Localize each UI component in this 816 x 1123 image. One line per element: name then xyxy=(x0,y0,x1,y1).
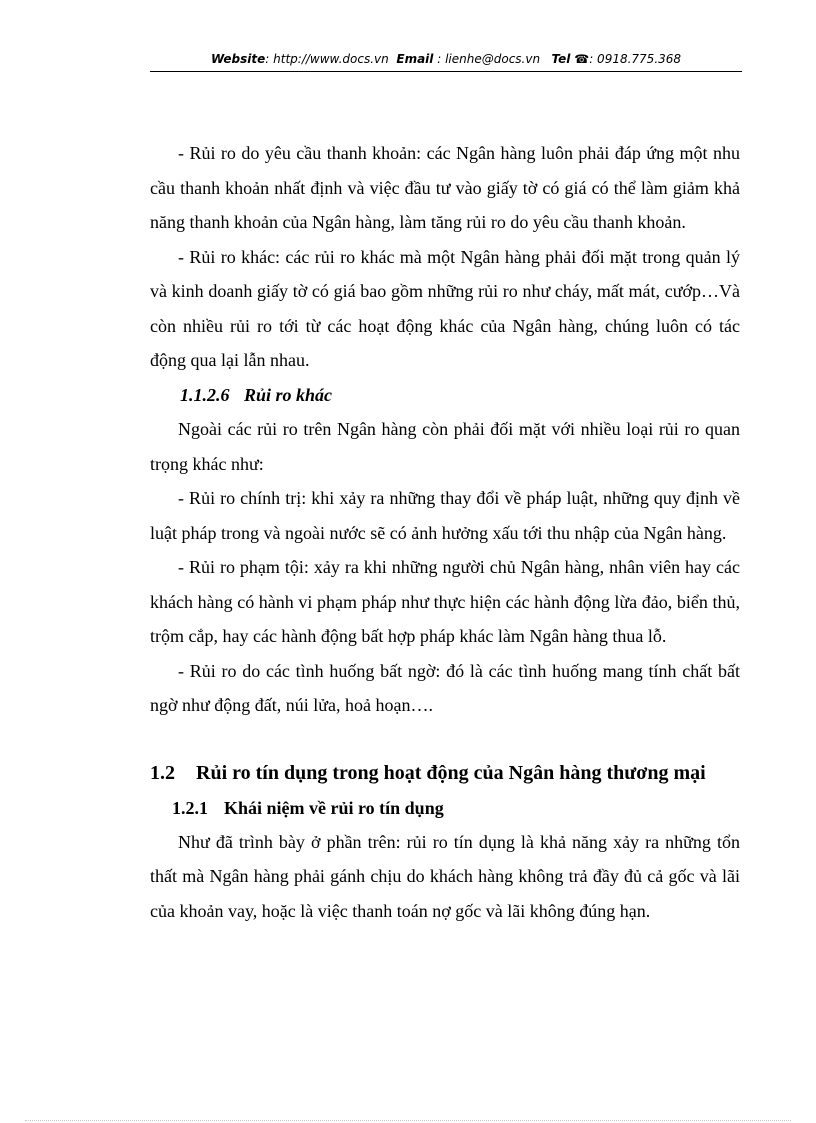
email-value: : lienhe@docs.vn xyxy=(437,52,541,66)
website-label: Website xyxy=(210,52,266,66)
header-divider xyxy=(150,71,742,72)
tel-value: : 0918.775.368 xyxy=(589,52,682,66)
subsection-title: Khái niệm về rủi ro tín dụng xyxy=(224,797,444,818)
page-header xyxy=(150,50,742,68)
chapter-number: 1.2 xyxy=(150,761,175,784)
phone-icon: ☎ xyxy=(574,52,590,66)
paragraph-unexpected-risk: - Rủi ro do các tình huống bất ngờ: đó là các tình huống mang tính chất bất ngờ như động đất, núi lửa, hoả hoạn…. xyxy=(150,660,740,715)
section-number: 1.1.2.6 xyxy=(180,384,230,405)
website-value: : http://www.docs.vn xyxy=(265,52,389,66)
subsection-number: 1.2.1 xyxy=(172,797,208,818)
paragraph-liquidity-risk: - Rủi ro do yêu cầu thanh khoản: các Ngân hàng luôn phải đáp ứng một nhu cầu thanh khoản nhất định và việc đầu tư vào giấy tờ có giá có thể làm giảm khả năng thanh khoản của Ngân hàng, làm tăng rủi ro do yêu cầu thanh khoản. xyxy=(150,143,740,232)
section-heading-1-1-2-6 xyxy=(150,378,740,413)
document-body xyxy=(150,136,740,928)
paragraph-crime-risk: - Rủi ro phạm tội: xảy ra khi những người chủ Ngân hàng, nhân viên hay các khách hàng có hành vi phạm pháp như thực hiện các hành động lừa đảo, biển thủ, trộm cắp, hay các hành động bất hợp pháp khác làm Ngân hàng thua lỗ. xyxy=(150,557,740,646)
email-label: Email xyxy=(396,52,434,66)
paragraph-other-risk: - Rủi ro khác: các rủi ro khác mà một Ngân hàng phải đối mặt trong quản lý và kinh doanh giấy tờ có giá bao gồm những rủi ro như cháy, mất mát, cướp…Và còn nhiều rủi ro tới từ các hoạt động khác của Ngân hàng, chúng luôn có tác động qua lại lẫn nhau. xyxy=(150,246,740,370)
paragraph-intro-other-risks: Ngoài các rủi ro trên Ngân hàng còn phải đối mặt với nhiều loại rủi ro quan trọng khác như: xyxy=(150,419,740,474)
chapter-heading-1-2 xyxy=(150,755,740,791)
paragraph-credit-risk-definition: Như đã trình bày ở phần trên: rủi ro tín dụng là khả năng xảy ra những tổn thất mà Ngân hàng phải gánh chịu do khách hàng không trả đầy đủ cả gốc và lãi của khoản vay, hoặc là việc thanh toán nợ gốc và lãi không đúng hạn. xyxy=(150,831,740,921)
section-title: Rủi ro khác xyxy=(244,384,333,405)
section-heading-1-2-1 xyxy=(150,791,740,825)
tel-label: Tel xyxy=(551,52,571,66)
chapter-title: Rủi ro tín dụng trong hoạt động của Ngân hàng thương mại xyxy=(196,761,706,784)
paragraph-political-risk: - Rủi ro chính trị: khi xảy ra những thay đổi về pháp luật, những quy định về luật pháp trong và ngoài nước sẽ có ảnh hưởng xấu tới thu nhập của Ngân hàng. xyxy=(150,488,740,543)
footer-divider xyxy=(25,1120,791,1121)
